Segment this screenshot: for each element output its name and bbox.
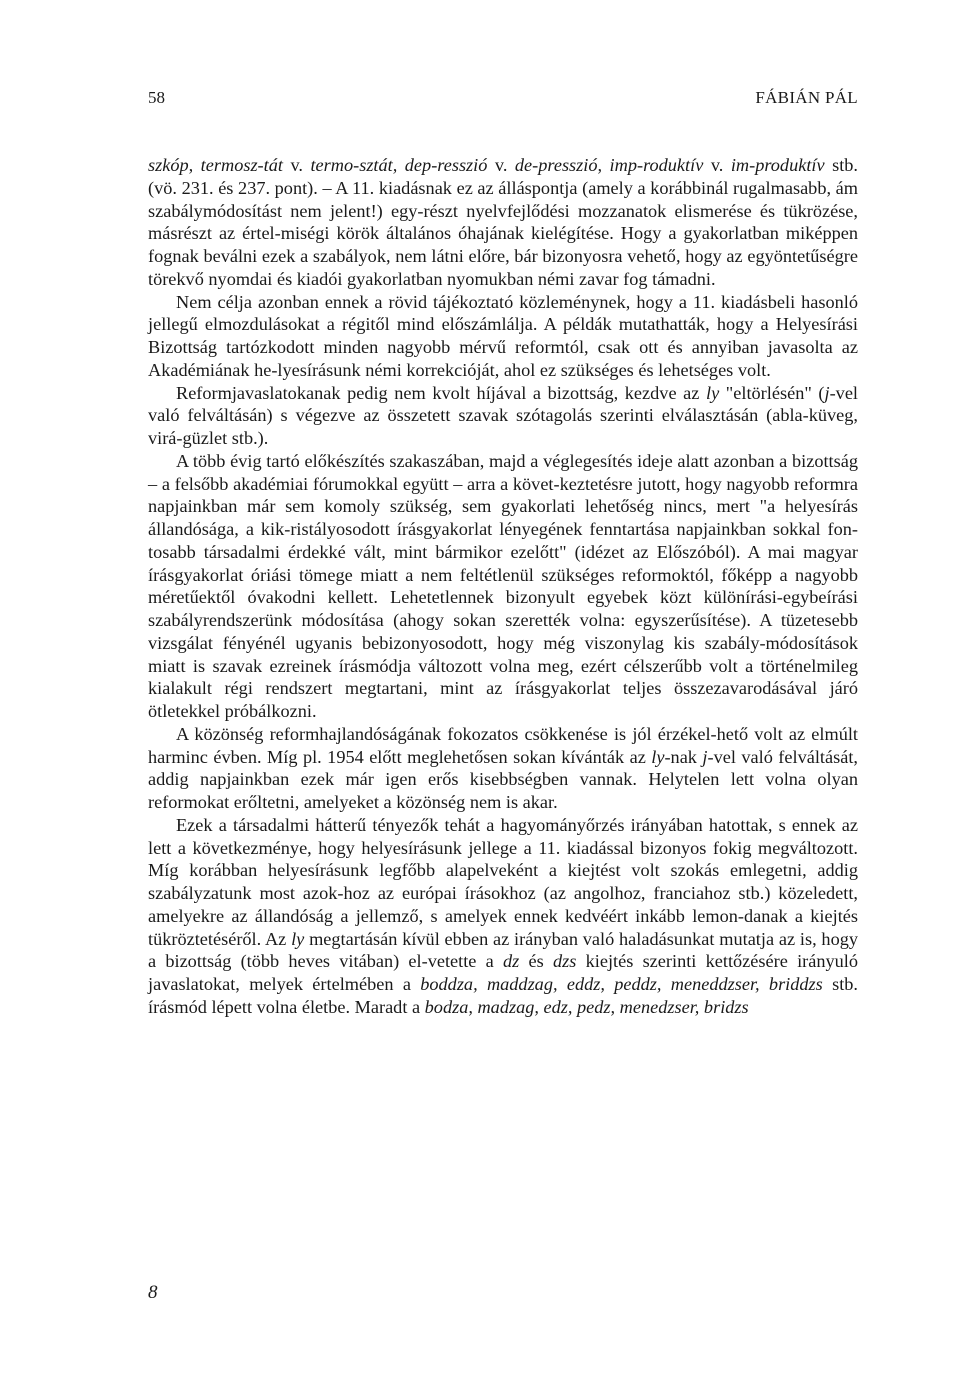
text-run: Nem célja azonban ennek a rövid tájékoztató közleménynek, hogy a 11. kiadásbeli hasonló jellegű elmozdulásokat a régitől mind előszámlálja. A példák mutathatták, hogy a Helyesírási Bizottság tartózkodott minden nagyobb mérvű reformtól, csak ott és annyiban javasolta az Akadémiának he-lyesírásunk némi korrekcióját, ahol ez szükséges és lehetséges volt.: [148, 291, 858, 380]
text-run: A több évig tartó előkészítés szakaszában, majd a véglegesítés ideje alatt azonban a bizottság – a felsőbb akadémiai fórumokkal együtt – arra a követ-keztetésre jutott, hogy nagyobb reformra napjainkban már sem komoly szükség, sem gyakorlati lehetőség nincs, mert "a helyesírás állandósága, a kik-ristályosodott írásgyakorlat lényegének fenntartása napjainkban sokkal fon-tosabb társadalmi érdekké vált, mint bármikor ezelőtt" (idézet az Előszóból). A mai magyar írásgyakorlat óriási tömege miatt a nem feltétlenül szükséges reformoktól, főképp a nagyobb méretűektől óvakodni kellett. Lehetetlennek bizonyult egyebek közt különírási-egybeírási szabályrendszerünk módosítása (ahogy sokan szerették volna: egyszerűsítése). A tüzetesebb vizsgálat fényénél ugyanis bebizonyosodott, hogy még viszonylag kis szabály-módosítások miatt is szavak ezreinek írásmódja változott volna meg, ezért célszerűbb volt a történelmileg kialakult régi rendszert megtartani, mint az írásgyakorlat teljes összezavarodásával járó ötletekkel próbálkozni.: [148, 450, 858, 721]
text-run: stb. (vö. 231. és 237. pont). – A 11. kiadásnak ez az álláspontja (amely a korábbinál rugalmasabb, ám szabálymódosítást nem jelent!) egy-részt nyelvfejlődési mozzanatok elismerése és tükrözése, másrészt az értel-miségi körök általános óhajának kielégítése. Hogy a gyakorlatban miképpen fognak beválni ezek a szabályok, nem látni előre, bár bizonyosra vehető, hogy az egyöntetűségre törekvő nyomdai és kiadói gyakorlatban nyomukban némi zavar fog támadni.: [148, 155, 859, 289]
text-run: -nak: [664, 746, 703, 767]
paragraph: [148, 382, 858, 450]
paragraph: [148, 723, 858, 814]
text-run: "eltörlésén" (: [719, 382, 825, 403]
italic-term: de-presszió, imp-roduktív: [514, 155, 704, 175]
italic-term: dz: [503, 951, 520, 972]
text-run: v.: [282, 155, 311, 175]
paragraph: [148, 291, 858, 382]
running-author: FÁBIÁN PÁL: [755, 88, 858, 107]
text-run: és: [519, 951, 553, 972]
text-run: stb. írásmód lépett volna életbe. Maradt a: [148, 974, 858, 1017]
italic-term: ly: [291, 928, 305, 949]
text-run: A közönség reformhajlandóságának fokozatos csökkenése is jól érzékel-hető volt az elmúlt harminc évben. Míg pl. 1954 előtt meglehetősen sokan kívánták az: [148, 723, 858, 767]
text-run: megtartásán kívül ebben az irányban való haladásunkat mutatja az is, hogy a bizottság (több heves vitában) el-vetette a: [148, 928, 858, 972]
italic-term: termo-sztát, dep-resszió: [310, 155, 488, 175]
body-text: [148, 154, 858, 1019]
page-number: 58: [148, 88, 165, 107]
signature-number: 8: [148, 1282, 158, 1303]
paragraph: [148, 814, 858, 1019]
text-run: v.: [487, 155, 515, 175]
text-run: -vel való felváltását, addig napjainkban ezek már igen erős kisebbségben vannak. Helytelen lett volna olyan reformokat erőltetni, amelyeket a közönség nem is akar.: [148, 746, 858, 812]
running-header: [148, 88, 858, 116]
text-run: v.: [703, 155, 731, 175]
italic-term: j: [702, 746, 708, 767]
paragraph: [148, 154, 858, 291]
italic-term: szkóp, termosz-tát: [148, 155, 283, 175]
paragraph: [148, 450, 858, 723]
text-run: Ezek a társadalmi hátterű tényezők tehát a hagyományőrzés irányában hatottak, s ennek az lett a következménye, hogy helyesírásunk jellege a 11. kiadással bizonyos fokig megváltozott. Míg korábban helyesírásunk legfőbb alapelveként a kiejtést volt szokás emlegetni, addig szabályzatunk most azok-hoz az európai írásokhoz (az angolhoz, franciahoz stb.) közeledett, amelyekre az állandóság a jellemző, s amelyek ennek kedvéért inkább lemon-danak a kiejtés tükröztetéséről. Az: [148, 814, 858, 949]
italic-term: dzs: [553, 951, 577, 972]
italic-term: ly: [706, 382, 720, 403]
italic-term: bodza, madzag, edz, pedz, menedzser, bridzs: [424, 996, 749, 1017]
italic-term: ly: [651, 746, 665, 767]
italic-term: j: [824, 382, 830, 403]
text-run: Reformjavaslatokanak pedig nem kvolt híjával a bizottság, kezdve az: [176, 382, 706, 403]
italic-term: im-produktív: [730, 155, 825, 175]
text-run: kiejtés szerinti kettőzésére irányuló javaslatokat, melyek értelmében a: [148, 951, 858, 994]
text-run: -vel való felváltásán) s végezve az összetett szavak szótagolás szerinti elválasztásán (abla-küveg, virá-güzlet stb.).: [148, 382, 859, 448]
italic-term: boddza, maddzag, eddz, peddz, meneddzser, briddzs: [420, 974, 823, 994]
